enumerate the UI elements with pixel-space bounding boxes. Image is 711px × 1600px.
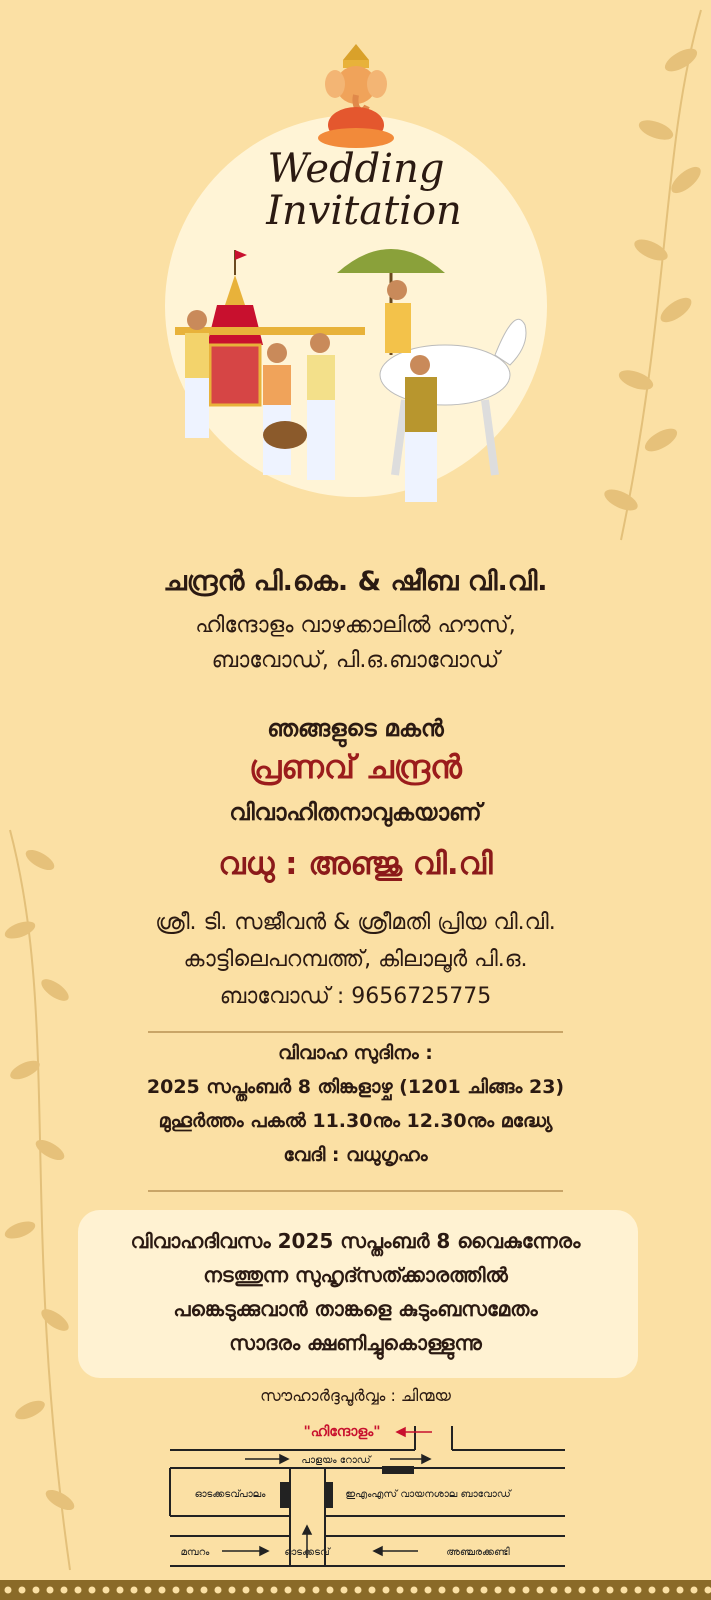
border-dot (271, 1587, 278, 1594)
regards-line: സൗഹാർദ്ദപൂർവ്വം : ചിന്മയ (260, 1386, 451, 1405)
border-dot (565, 1587, 572, 1594)
divider-bottom (148, 1190, 563, 1192)
border-dot (5, 1587, 12, 1594)
border-dot (313, 1587, 320, 1594)
right-place-label: ഇഎംഎസ് വായനശാല ബാവോഡ് (345, 1489, 511, 1500)
our-son-label: ഞങ്ങളുടെ മകൻ (267, 716, 444, 742)
border-dot (257, 1587, 264, 1594)
reception-line-4: സാദരം ക്ഷണിച്ചുകൊള്ളുന്നു (229, 1331, 482, 1355)
wedding-procession-illustration (165, 235, 545, 535)
road-top-label: പാളയം റോഡ് (301, 1455, 371, 1466)
border-dot (537, 1587, 544, 1594)
border-dot (551, 1587, 558, 1594)
border-dot (19, 1587, 26, 1594)
leaf-branch-right-decoration (561, 0, 711, 560)
border-dot (201, 1587, 208, 1594)
getting-married-label: വിവാഹിതനാവുകയാണ് (229, 800, 482, 826)
border-dot (495, 1587, 502, 1594)
border-dot (691, 1587, 698, 1594)
border-dot (663, 1587, 670, 1594)
border-dot (33, 1587, 40, 1594)
dotted-border-decoration (0, 1580, 711, 1600)
title-line-1: Wedding (267, 146, 445, 192)
border-dot (439, 1587, 446, 1594)
border-dot (579, 1587, 586, 1594)
bride-address: കാട്ടിലെപറമ്പത്ത്, കിലാലൂർ പി.ഒ. (183, 947, 528, 972)
border-dot (243, 1587, 250, 1594)
groom-parents-address (0, 608, 711, 678)
border-dot (229, 1587, 236, 1594)
bottom-left-label: മമ്പറം (180, 1547, 210, 1558)
ganesha-icon (311, 40, 401, 150)
title-line-2: Invitation (266, 188, 462, 230)
border-dot (355, 1587, 362, 1594)
divider-top (148, 1031, 563, 1033)
bride-parents-names: ശ്രീ. ടി. സജീവൻ & ശ്രീമതി പ്രിയ വി.വി. (155, 910, 556, 935)
border-dot (47, 1587, 54, 1594)
route-map (160, 1408, 580, 1578)
groom-name: പ്രണവ് ചന്ദ്രൻ (249, 748, 462, 786)
border-dot (75, 1587, 82, 1594)
border-dot (425, 1587, 432, 1594)
border-dot (159, 1587, 166, 1594)
reception-line-2: നടത്തുന്ന സുഹൃദ്സത്ക്കാരത്തിൽ (203, 1263, 508, 1287)
bride-phone: ബാവോഡ് : 9656725775 (219, 984, 492, 1009)
border-dot (117, 1587, 124, 1594)
border-dot (635, 1587, 642, 1594)
house-label: "ഹിന്ദോളം" (303, 1424, 381, 1440)
muhurtham-line: മുഹൂർത്തം പകൽ 11.30നും 12.30നും മദ്ധ്യേ (158, 1110, 553, 1132)
border-dot (467, 1587, 474, 1594)
address-line-1: ഹിന്ദോളം വാഴക്കാലിൽ ഹൗസ്, (195, 613, 516, 638)
border-dot (341, 1587, 348, 1594)
border-dot (453, 1587, 460, 1594)
bottom-center-label: ഓടക്കടവ് (284, 1547, 330, 1558)
border-dot (481, 1587, 488, 1594)
border-dot (187, 1587, 194, 1594)
border-dot (411, 1587, 418, 1594)
border-dot (61, 1587, 68, 1594)
venue-line: വേദി : വധുഗൃഹം (283, 1144, 428, 1166)
border-dot (607, 1587, 614, 1594)
border-dot (89, 1587, 96, 1594)
border-dot (103, 1587, 110, 1594)
border-dot (593, 1587, 600, 1594)
border-dot (383, 1587, 390, 1594)
bride-parents-block (0, 904, 711, 1015)
border-dot (131, 1587, 138, 1594)
border-dot (327, 1587, 334, 1594)
border-dot (369, 1587, 376, 1594)
border-dot (523, 1587, 530, 1594)
border-dot (649, 1587, 656, 1594)
title-wedding-invitation (226, 140, 486, 230)
border-dot (397, 1587, 404, 1594)
border-dot (677, 1587, 684, 1594)
border-dot (621, 1587, 628, 1594)
bride-name: വധു : അഞ്ജു വി.വി (218, 846, 493, 882)
bottom-right-label: അഞ്ചരക്കണ്ടി (446, 1547, 510, 1558)
address-line-2: ബാവോഡ്, പി.ഒ.ബാവോഡ് (211, 648, 500, 673)
border-dot (509, 1587, 516, 1594)
wedding-date-block (0, 1036, 711, 1172)
border-dot (173, 1587, 180, 1594)
border-dot (299, 1587, 306, 1594)
border-dot (215, 1587, 222, 1594)
left-place-label: ഓടക്കടവ്പാലം (194, 1489, 266, 1500)
date-line: 2025 സപ്തംബർ 8 തിങ്കളാഴ്ച (1201 ചിങ്ങം 23) (146, 1076, 565, 1098)
groom-parents-names: ചന്ദ്രൻ പി.കെ. & ഷീബ വി.വി. (163, 566, 548, 597)
reception-text (0, 1224, 711, 1360)
border-dot (145, 1587, 152, 1594)
reception-line-3: പങ്കെടുക്കുവാൻ താങ്കളെ കുടുംബസമേതം (173, 1297, 538, 1321)
date-heading: വിവാഹ സുദിനം : (278, 1042, 433, 1064)
reception-line-1: വിവാഹദിവസം 2025 സപ്തംബർ 8 വൈകുന്നേരം (130, 1229, 581, 1253)
border-dot (285, 1587, 292, 1594)
